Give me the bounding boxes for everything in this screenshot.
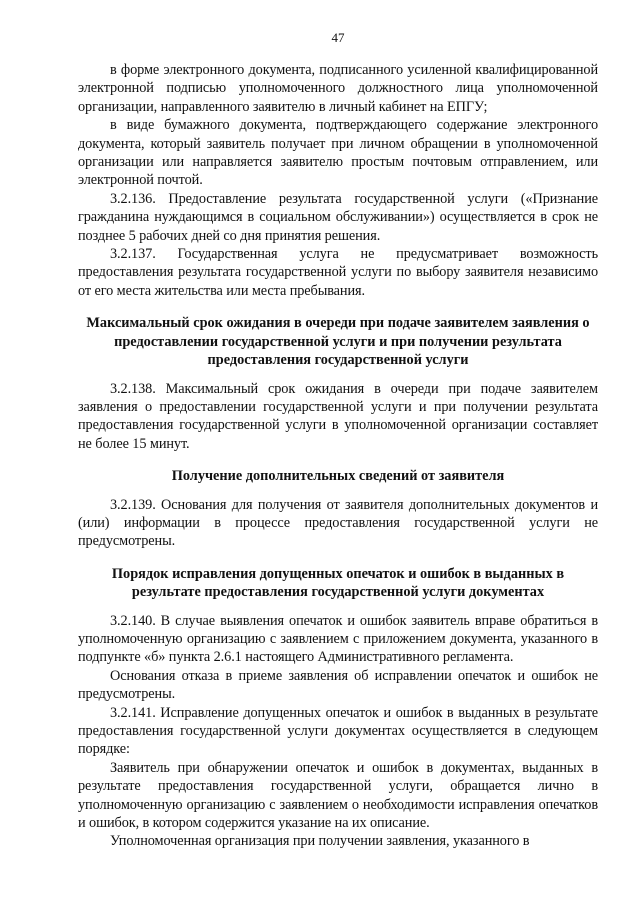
heading-additional-info: Получение дополнительных сведений от заявителя: [171, 468, 505, 485]
paragraph-3-2-137: 3.2.137. Государственная услуга не предусматривает возможность предоставления результата государственной услуги по выбору заявителя независимо от его места жительства или места пребывания.: [78, 246, 598, 299]
paragraph-3-2-139: 3.2.139. Основания для получения от заявителя дополнительных документов и (или) информации в процессе предоставления государственной услуги не предусмотрены.: [78, 496, 598, 550]
paragraph-paper-document: в виде бумажного документа, подтверждающего содержание электронного документа, который заявитель получает при личном обращении в уполномоченной организации или направляется заявителю простым почтовым отправлением, или электронной почтой.: [78, 117, 598, 189]
paragraph-3-2-141: 3.2.141. Исправление допущенных опечаток и ошибок в выданных в результате предоставления государственной услуги документах осуществляется в следующем порядке:: [78, 704, 598, 758]
paragraph-electronic-document: в форме электронного документа, подписанного усиленной квалифицированной электронной подписью уполномоченного должностного лица уполномоченной организации, направленного заявителю в личный кабинет на ЕПГУ;: [78, 62, 598, 115]
document-page: [78, 30, 598, 851]
paragraph-organization-procedure: Уполномоченная организация при получении заявления, указанного в: [110, 833, 530, 850]
paragraph-refusal-grounds: Основания отказа в приеме заявления об исправлении опечаток и ошибок не предусмотрены.: [78, 667, 598, 703]
heading-max-wait-time: Максимальный срок ожидания в очереди при подаче заявителем заявления о предоставлении государственной услуги и при получении результата предоставления государственной услуги: [86, 315, 590, 369]
page-number: 47: [331, 30, 345, 45]
heading-error-correction: Порядок исправления допущенных опечаток и ошибок в выданных в результате предоставления государственной услуги документах: [111, 565, 565, 601]
paragraph-applicant-procedure: Заявитель при обнаружении опечаток и ошибок в документах, выданных в результате предоставления государственной услуги, обращается лично в уполномоченную организацию с заявлением о необходимости исправления опечатков и ошибок, в котором содержится указание на их описание.: [78, 759, 598, 832]
paragraph-3-2-140: 3.2.140. В случае выявления опечаток и ошибок заявитель вправе обратиться в уполномоченную организацию с заявлением с приложением документа, указанного в подпункте «б» пункта 2.6.1 настоящего Административного регламента.: [78, 612, 598, 666]
paragraph-3-2-136: 3.2.136. Предоставление результата государственной услуги («Признание гражданина нуждающимся в социальном обслуживании») осуществляется в срок не позднее 5 рабочих дней со дня принятия решения.: [78, 190, 598, 244]
paragraph-3-2-138: 3.2.138. Максимальный срок ожидания в очереди при подаче заявителем заявления о предоставлении государственной услуги и при получении результата предоставления государственной услуги в уполномоченной организации составляет не более 15 минут.: [78, 380, 598, 452]
